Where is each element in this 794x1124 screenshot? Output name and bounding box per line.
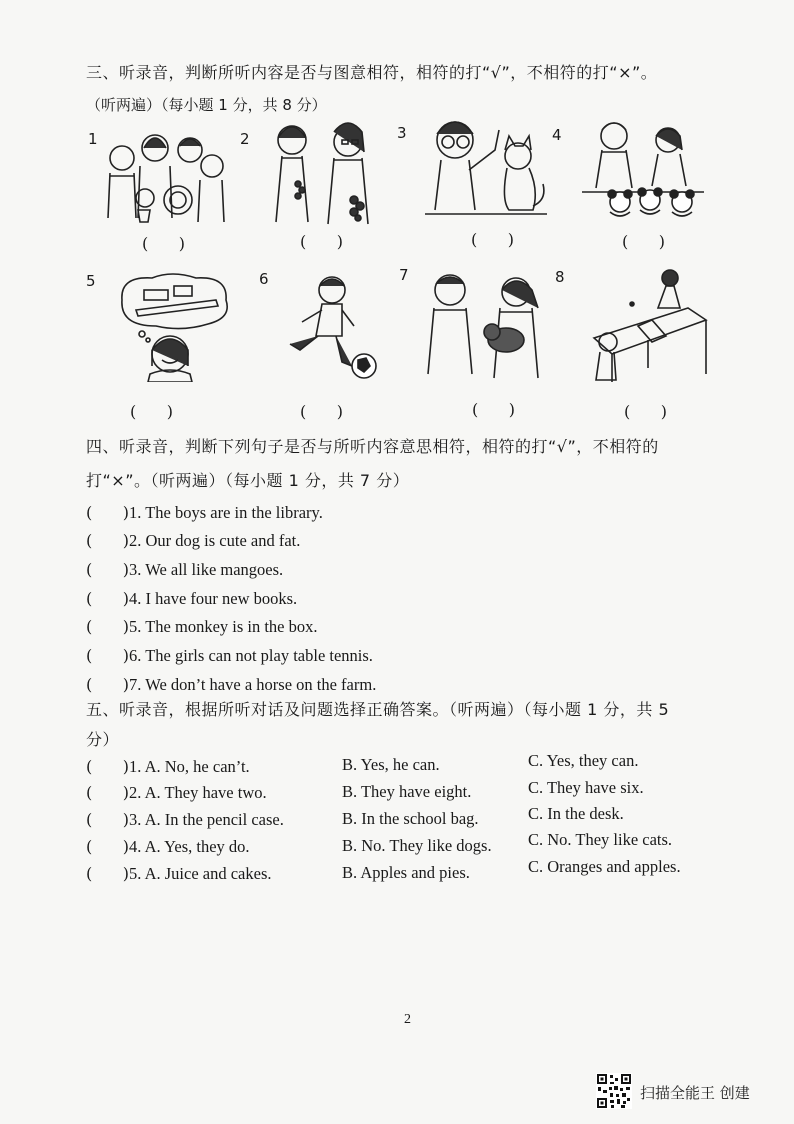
option-c: C. Yes, they can. — [528, 751, 639, 770]
list-item — [86, 503, 323, 523]
qr-code-icon — [596, 1073, 632, 1109]
answer-blank[interactable]: ( ) — [86, 531, 129, 550]
option-a: 1. A. No, he can’t. — [129, 757, 250, 776]
picture-number: 5 — [86, 272, 96, 290]
picture-boy-cat — [425, 110, 547, 222]
picture-number: 3 — [397, 124, 407, 142]
question-row — [86, 783, 267, 803]
option-b: B. Apples and pies. — [342, 863, 470, 882]
scanner-watermark: 扫描全能王 创建 — [640, 1084, 750, 1102]
section3-subheading: （听两遍）（每小题 1 分，共 8 分） — [86, 96, 327, 114]
option-c: C. No. They like cats. — [528, 830, 673, 849]
answer-blank[interactable]: ( ) — [86, 864, 129, 883]
option-a: 5. A. Juice and cakes. — [129, 864, 272, 883]
answer-blank-pic6[interactable]: ( ) — [300, 402, 343, 421]
option-b: B. In the school bag. — [342, 809, 479, 828]
picture-number: 1 — [88, 130, 98, 148]
option-a: 3. A. In the pencil case. — [129, 810, 284, 829]
statement-text: 5. The monkey is in the box. — [129, 617, 318, 636]
question-row — [86, 864, 272, 884]
answer-blank-pic4[interactable]: ( ) — [622, 232, 665, 251]
answer-blank[interactable]: ( ) — [86, 783, 129, 802]
answer-blank-pic3[interactable]: ( ) — [471, 230, 514, 249]
statement-text: 6. The girls can not play table tennis. — [129, 646, 373, 665]
list-item — [86, 675, 376, 695]
picture-girl-thinking — [112, 270, 234, 382]
option-a: 2. A. They have two. — [129, 783, 267, 802]
picture-boy-football — [276, 270, 386, 382]
answer-blank-pic7[interactable]: ( ) — [472, 400, 515, 419]
list-item — [86, 531, 300, 551]
picture-pandas — [582, 116, 704, 224]
picture-kids-party — [100, 118, 230, 230]
answer-blank[interactable]: ( ) — [86, 503, 129, 522]
section4-heading-cont: 打“×”。（听两遍）（每小题 1 分，共 7 分） — [86, 471, 410, 490]
statement-text: 3. We all like mangoes. — [129, 560, 284, 579]
option-c: C. In the desk. — [528, 804, 624, 823]
page-number: 2 — [404, 1012, 411, 1027]
answer-blank[interactable]: ( ) — [86, 646, 129, 665]
answer-blank-pic8[interactable]: ( ) — [624, 402, 667, 421]
option-c: C. Oranges and apples. — [528, 857, 681, 876]
picture-girls-grapes — [268, 112, 378, 230]
option-b: B. No. They like dogs. — [342, 836, 492, 855]
picture-number: 7 — [399, 266, 409, 284]
answer-blank-pic2[interactable]: ( ) — [300, 232, 343, 251]
option-b: B. They have eight. — [342, 782, 472, 801]
question-row — [86, 837, 250, 857]
question-row — [86, 757, 250, 777]
section5-heading: 五、听录音，根据所听对话及问题选择正确答案。（听两遍）（每小题 1 分，共 5 — [86, 700, 670, 719]
option-c: C. They have six. — [528, 778, 644, 797]
picture-boy-girl-dog — [420, 268, 550, 386]
answer-blank-pic1[interactable]: ( ) — [142, 234, 185, 253]
statement-text: 7. We don’t have a horse on the farm. — [129, 675, 377, 694]
statement-text: 4. I have four new books. — [129, 589, 298, 608]
section3-heading: 三、听录音，判断所听内容是否与图意相符，相符的打“√”，不相符的打“×”。 — [86, 63, 658, 82]
question-row — [86, 810, 284, 830]
statement-text: 2. Our dog is cute and fat. — [129, 531, 301, 550]
answer-blank[interactable]: ( ) — [86, 757, 129, 776]
statement-text: 1. The boys are in the library. — [129, 503, 323, 522]
answer-blank[interactable]: ( ) — [86, 837, 129, 856]
picture-number: 4 — [552, 126, 562, 144]
list-item — [86, 589, 297, 609]
section4-heading: 四、听录音，判断下列句子是否与所听内容意思相符，相符的打“√”，不相符的 — [86, 437, 659, 456]
list-item — [86, 560, 283, 580]
answer-blank[interactable]: ( ) — [86, 589, 129, 608]
picture-number: 8 — [555, 268, 565, 286]
answer-blank-pic5[interactable]: ( ) — [130, 402, 173, 421]
answer-blank[interactable]: ( ) — [86, 617, 129, 636]
list-item — [86, 646, 373, 666]
answer-blank[interactable]: ( ) — [86, 560, 129, 579]
list-item — [86, 617, 318, 637]
answer-blank[interactable]: ( ) — [86, 675, 129, 694]
section5-heading-cont: 分） — [86, 730, 120, 749]
option-b: B. Yes, he can. — [342, 755, 440, 774]
option-a: 4. A. Yes, they do. — [129, 837, 250, 856]
picture-number: 6 — [259, 270, 269, 288]
picture-table-tennis — [588, 264, 708, 388]
picture-number: 2 — [240, 130, 250, 148]
answer-blank[interactable]: ( ) — [86, 810, 129, 829]
